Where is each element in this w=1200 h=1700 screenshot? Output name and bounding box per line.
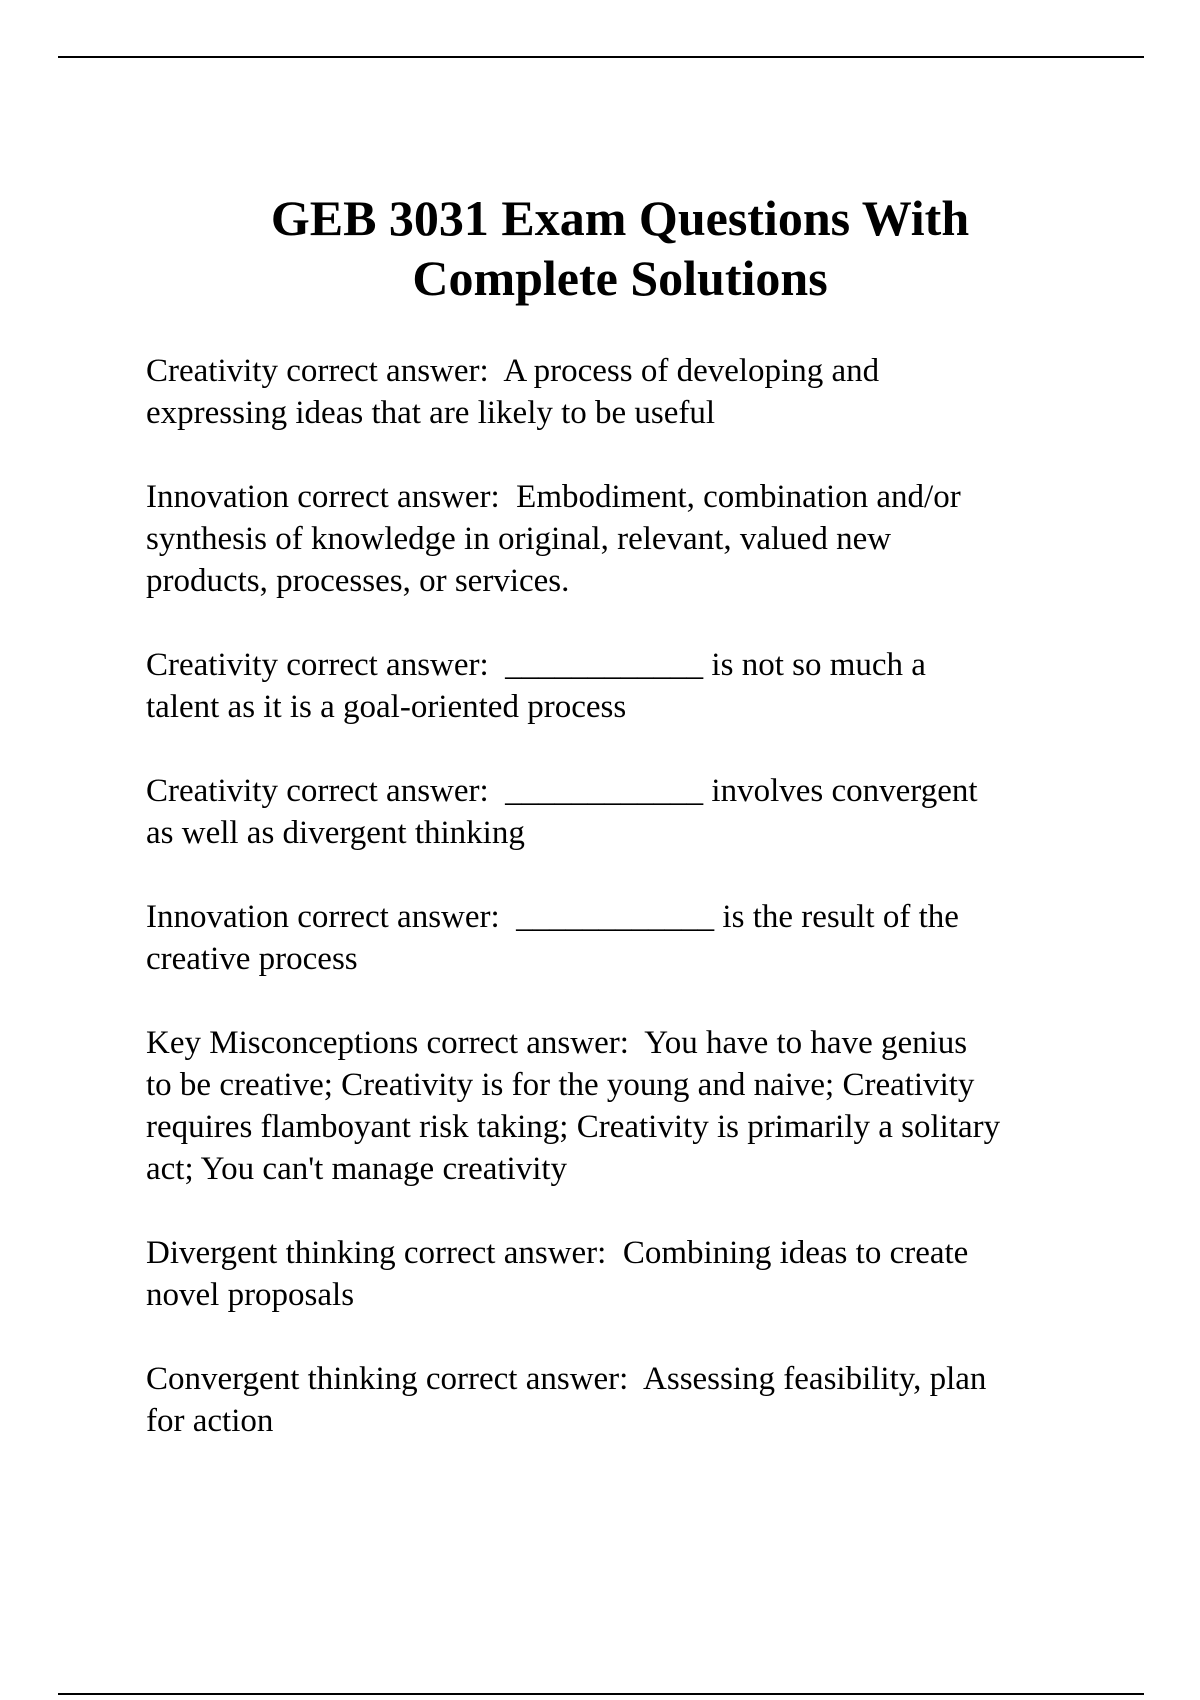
question-entry-8	[146, 1358, 1106, 1442]
entry-line: Convergent thinking correct answer: Assessing feasibility, plan	[146, 1361, 987, 1397]
entry-line: talent as it is a goal-oriented process	[146, 689, 627, 725]
entry-line: products, processes, or services.	[146, 563, 570, 599]
document-title	[100, 188, 1140, 308]
document-title-line-1: GEB 3031 Exam Questions With	[270, 190, 970, 246]
entry-line: Creativity correct answer: A process of developing and	[146, 353, 880, 389]
entry-line: novel proposals	[146, 1277, 355, 1313]
entry-line: for action	[146, 1403, 274, 1439]
entry-line: Creativity correct answer: ____________ is not so much a	[146, 647, 926, 683]
entry-line: requires flamboyant risk taking; Creativity is primarily a solitary	[146, 1109, 1001, 1145]
entry-line: to be creative; Creativity is for the young and naive; Creativity	[146, 1067, 975, 1103]
question-entry-5	[146, 896, 1106, 980]
top-rule	[58, 56, 1144, 58]
entry-line: Creativity correct answer: ____________ involves convergent	[146, 773, 978, 809]
question-entry-2	[146, 476, 1106, 602]
question-entry-3	[146, 644, 1106, 728]
entry-line: Key Misconceptions correct answer: You have to have genius	[146, 1025, 968, 1061]
question-entry-6	[146, 1022, 1106, 1190]
entry-line: expressing ideas that are likely to be useful	[146, 395, 716, 431]
question-entry-7	[146, 1232, 1106, 1316]
entry-line: Innovation correct answer: ____________ is the result of the	[146, 899, 959, 935]
entry-line: Divergent thinking correct answer: Combining ideas to create	[146, 1235, 969, 1271]
entry-line: act; You can't manage creativity	[146, 1151, 568, 1187]
question-entry-1	[146, 350, 1106, 434]
entry-line: as well as divergent thinking	[146, 815, 525, 851]
question-list	[146, 350, 1106, 1484]
entry-line: Innovation correct answer: Embodiment, combination and/or	[146, 479, 961, 515]
document-title-line-2: Complete Solutions	[412, 250, 828, 306]
entry-line: creative process	[146, 941, 358, 977]
question-entry-4	[146, 770, 1106, 854]
bottom-rule	[58, 1693, 1144, 1695]
entry-line: synthesis of knowledge in original, relevant, valued new	[146, 521, 892, 557]
